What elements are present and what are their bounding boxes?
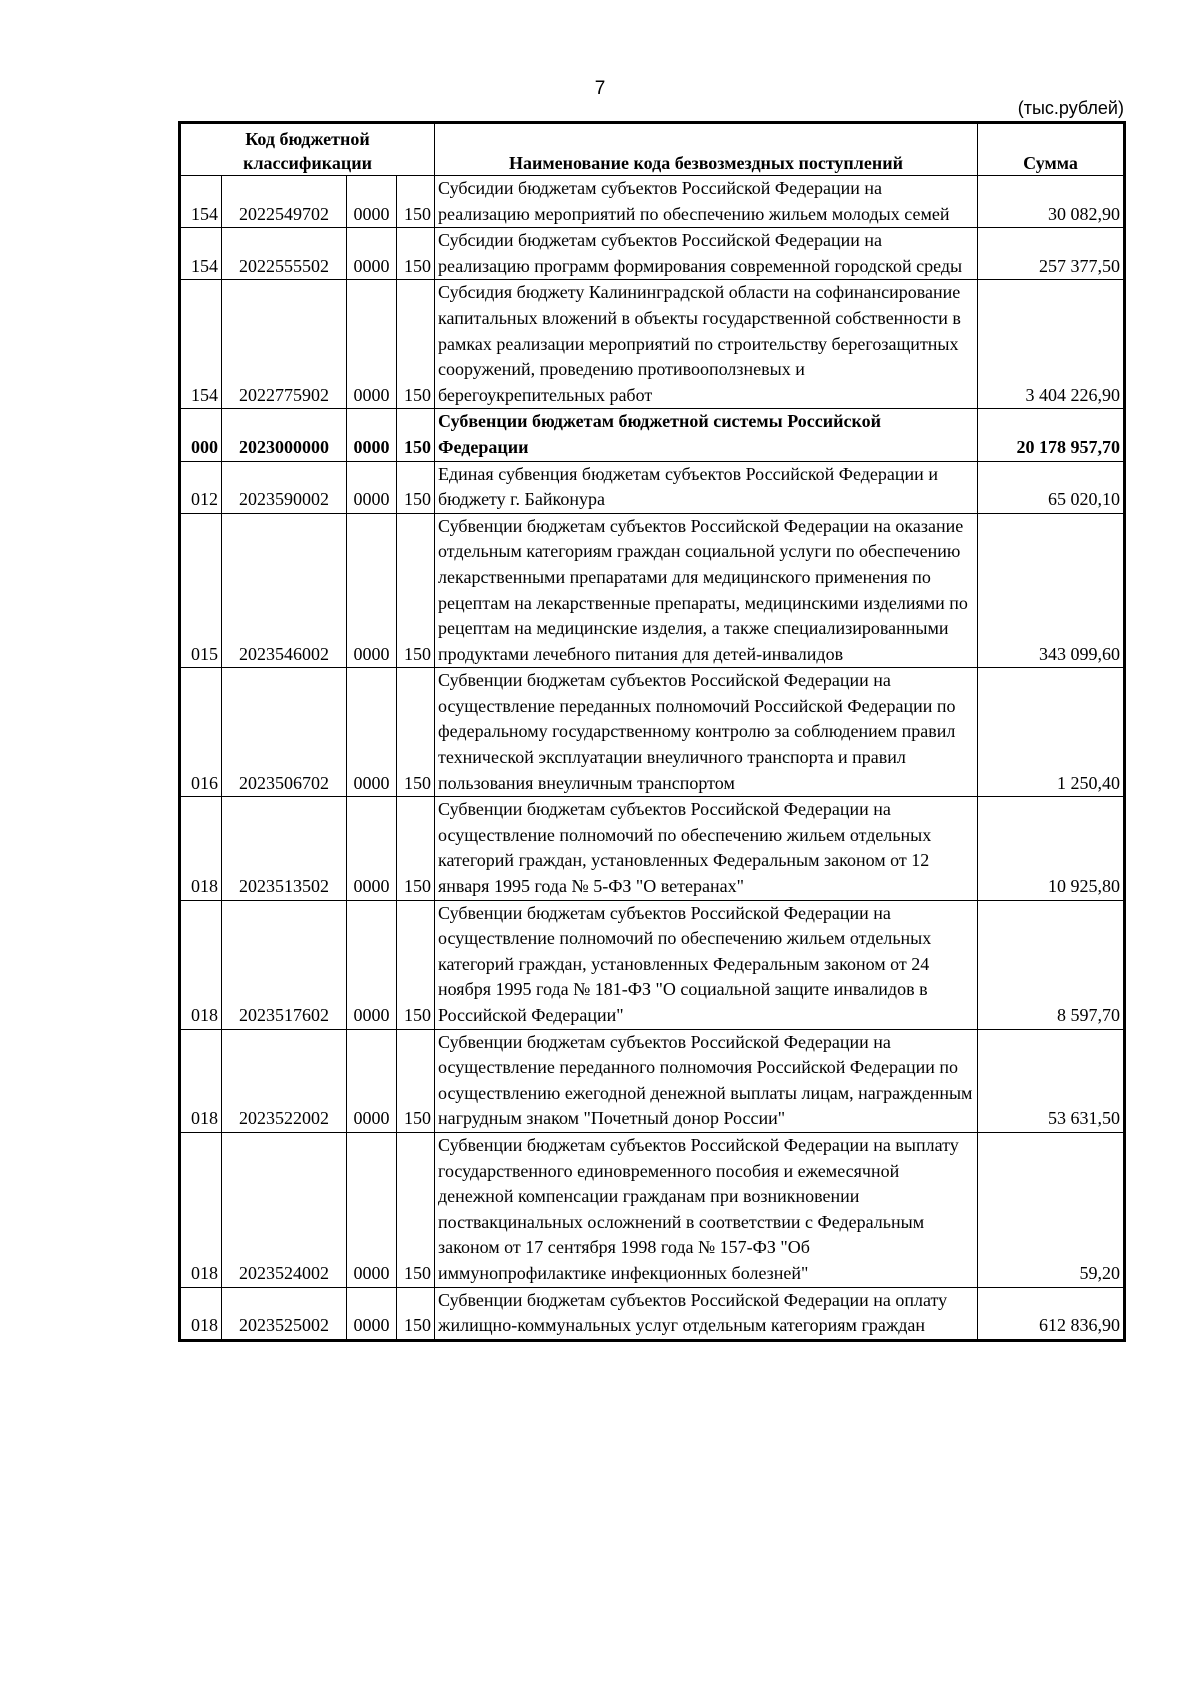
kosgu-cell: 150: [397, 900, 435, 1029]
subcode-cell: 0000: [347, 513, 397, 668]
table-row: [180, 1132, 1125, 1287]
table-body: [180, 176, 1125, 1341]
admin-code-cell: 018: [180, 1287, 222, 1340]
budget-code-cell: 2023506702: [222, 668, 347, 797]
budget-code-cell: 2023590002: [222, 461, 347, 513]
budget-code-cell: 2023546002: [222, 513, 347, 668]
header-code: Код бюджетной классификации: [180, 123, 435, 176]
budget-code-cell: 2023513502: [222, 797, 347, 900]
table-row: [180, 409, 1125, 461]
sum-cell: 59,20: [978, 1132, 1125, 1287]
kosgu-cell: 150: [397, 461, 435, 513]
budget-code-cell: 2023524002: [222, 1132, 347, 1287]
description-cell: Субсидии бюджетам субъектов Российской Федерации на реализацию программ формирования современной городской среды: [435, 228, 978, 280]
table-row: [180, 513, 1125, 668]
kosgu-cell: 150: [397, 280, 435, 409]
table-row: [180, 176, 1125, 228]
table-row: [180, 668, 1125, 797]
budget-code-cell: 2023525002: [222, 1287, 347, 1340]
kosgu-cell: 150: [397, 1029, 435, 1132]
units-label: (тыс.рублей): [1017, 98, 1124, 118]
budget-table: [178, 121, 1126, 1342]
budget-code-cell: 2022549702: [222, 176, 347, 228]
subcode-cell: 0000: [347, 228, 397, 280]
table-row: [180, 900, 1125, 1029]
description-cell: Субсидии бюджетам субъектов Российской Федерации на реализацию мероприятий по обеспечению жильем молодых семей: [435, 176, 978, 228]
admin-code-cell: 154: [180, 280, 222, 409]
subcode-cell: 0000: [347, 668, 397, 797]
sum-cell: 20 178 957,70: [978, 409, 1125, 461]
description-cell: Субвенции бюджетам субъектов Российской Федерации на осуществление полномочий по обеспечению жильем отдельных категорий граждан, установленных Федеральным законом от 24 ноября 1995 года № 181-ФЗ "О социальной защите инвалидов в Российской Федерации": [435, 900, 978, 1029]
budget-code-cell: 2023522002: [222, 1029, 347, 1132]
table-row: [180, 797, 1125, 900]
kosgu-cell: 150: [397, 668, 435, 797]
description-cell: Субвенции бюджетам субъектов Российской Федерации на осуществление переданного полномочия Российской Федерации по осуществлению ежегодной денежной выплаты лицам, награжденным нагрудным знаком "Почетный донор России": [435, 1029, 978, 1132]
description-cell: Субвенции бюджетам субъектов Российской Федерации на осуществление полномочий по обеспечению жильем отдельных категорий граждан, установленных Федеральным законом от 12 января 1995 года № 5-ФЗ "О ветеранах": [435, 797, 978, 900]
table-row: [180, 461, 1125, 513]
description-cell: Субвенции бюджетам субъектов Российской Федерации на оплату жилищно-коммунальных услуг отдельным категориям граждан: [435, 1287, 978, 1340]
table-row: [180, 1287, 1125, 1340]
budget-code-cell: 2023517602: [222, 900, 347, 1029]
description-cell: Субсидия бюджету Калининградской области на софинансирование капитальных вложений в объекты государственной собственности в рамках реализации мероприятий по строительству берегозащитных сооружений, проведению противооползневых и берегоукрепительных работ: [435, 280, 978, 409]
kosgu-cell: 150: [397, 228, 435, 280]
description-cell: Единая субвенция бюджетам субъектов Российской Федерации и бюджету г. Байконура: [435, 461, 978, 513]
kosgu-cell: 150: [397, 1287, 435, 1340]
subcode-cell: 0000: [347, 1132, 397, 1287]
sum-cell: 257 377,50: [978, 228, 1125, 280]
sum-cell: 3 404 226,90: [978, 280, 1125, 409]
subcode-cell: 0000: [347, 797, 397, 900]
table-row: [180, 1029, 1125, 1132]
budget-code-cell: 2023000000: [222, 409, 347, 461]
sum-cell: 10 925,80: [978, 797, 1125, 900]
sum-cell: 8 597,70: [978, 900, 1125, 1029]
sum-cell: 30 082,90: [978, 176, 1125, 228]
budget-code-cell: 2022555502: [222, 228, 347, 280]
admin-code-cell: 018: [180, 1029, 222, 1132]
header-sum: Сумма: [978, 123, 1125, 176]
description-cell: Субвенции бюджетам бюджетной системы Российской Федерации: [435, 409, 978, 461]
admin-code-cell: 018: [180, 1132, 222, 1287]
table-header-row: [180, 123, 1125, 176]
admin-code-cell: 016: [180, 668, 222, 797]
sum-cell: 612 836,90: [978, 1287, 1125, 1340]
kosgu-cell: 150: [397, 513, 435, 668]
admin-code-cell: 000: [180, 409, 222, 461]
header-name: Наименование кода безвозмездных поступлений: [435, 123, 978, 176]
admin-code-cell: 018: [180, 797, 222, 900]
sum-cell: 53 631,50: [978, 1029, 1125, 1132]
description-cell: Субвенции бюджетам субъектов Российской Федерации на оказание отдельным категориям граждан социальной услуги по обеспечению лекарственными препаратами для медицинского применения по рецептам на лекарственные препараты, медицинскими изделиями по рецептам на медицинские изделия, а также специализированными продуктами лечебного питания для детей-инвалидов: [435, 513, 978, 668]
kosgu-cell: 150: [397, 409, 435, 461]
subcode-cell: 0000: [347, 280, 397, 409]
kosgu-cell: 150: [397, 797, 435, 900]
table-row: [180, 228, 1125, 280]
kosgu-cell: 150: [397, 1132, 435, 1287]
sum-cell: 65 020,10: [978, 461, 1125, 513]
subcode-cell: 0000: [347, 409, 397, 461]
kosgu-cell: 150: [397, 176, 435, 228]
subcode-cell: 0000: [347, 1029, 397, 1132]
subcode-cell: 0000: [347, 1287, 397, 1340]
subcode-cell: 0000: [347, 461, 397, 513]
table-row: [180, 280, 1125, 409]
admin-code-cell: 012: [180, 461, 222, 513]
sum-cell: 1 250,40: [978, 668, 1125, 797]
description-cell: Субвенции бюджетам субъектов Российской Федерации на выплату государственного единовременного пособия и ежемесячной денежной компенсации гражданам при возникновении поствакцинальных осложнений в соответствии с Федеральным законом от 17 сентября 1998 года № 157-ФЗ "Об иммунопрофилактике инфекционных болезней": [435, 1132, 978, 1287]
admin-code-cell: 154: [180, 228, 222, 280]
budget-code-cell: 2022775902: [222, 280, 347, 409]
admin-code-cell: 154: [180, 176, 222, 228]
sum-cell: 343 099,60: [978, 513, 1125, 668]
admin-code-cell: 018: [180, 900, 222, 1029]
admin-code-cell: 015: [180, 513, 222, 668]
subcode-cell: 0000: [347, 900, 397, 1029]
description-cell: Субвенции бюджетам субъектов Российской Федерации на осуществление переданных полномочий Российской Федерации по федеральному государственному контролю за соблюдением правил технической эксплуатации внеуличного транспорта и правил пользования внеуличным транспортом: [435, 668, 978, 797]
subcode-cell: 0000: [347, 176, 397, 228]
page-number: 7: [594, 78, 606, 99]
